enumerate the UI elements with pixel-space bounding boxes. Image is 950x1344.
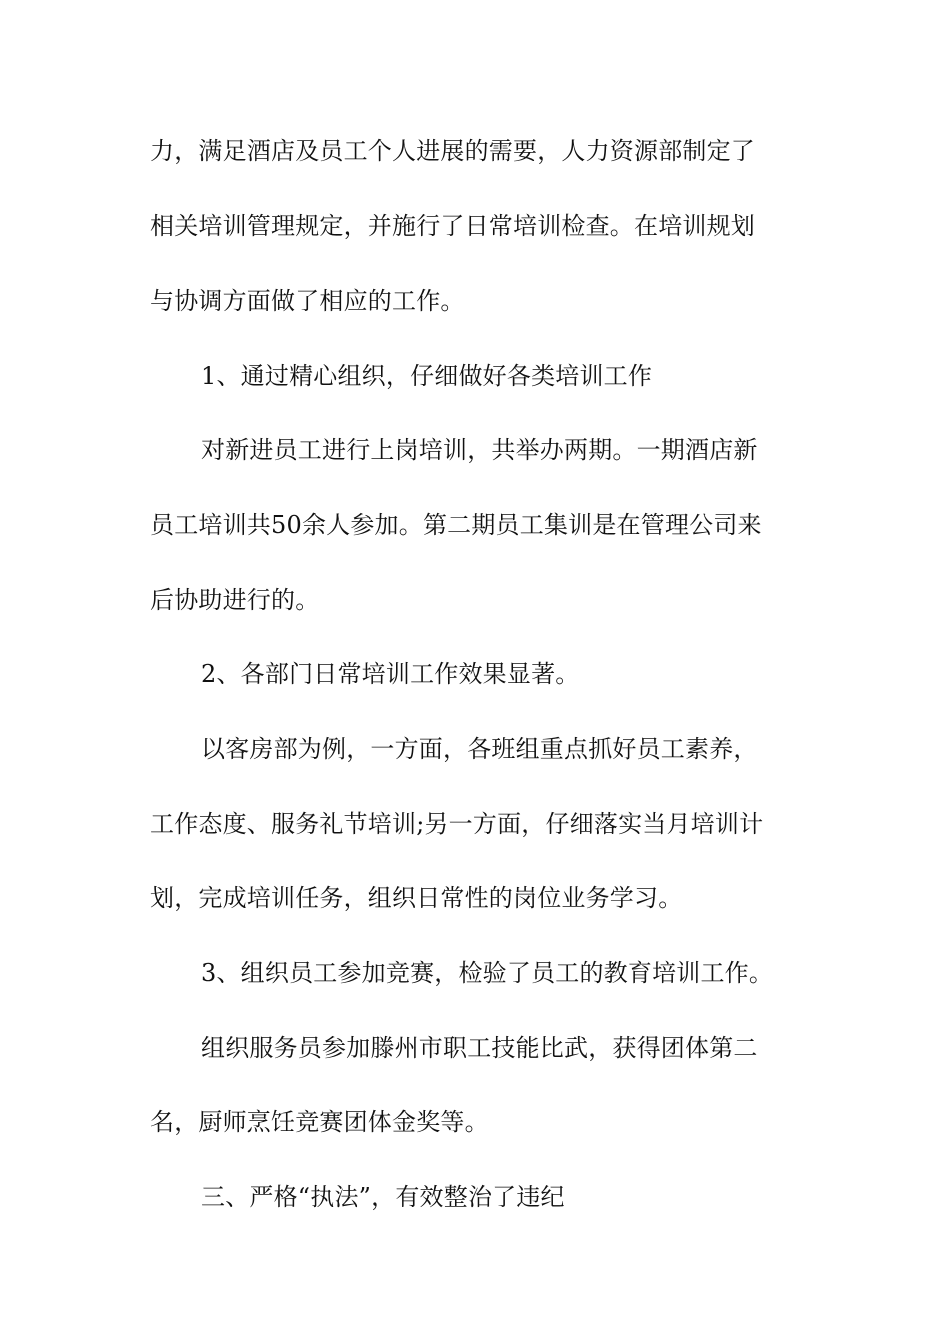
paragraph-line: 员工培训共50余人参加。第二期员工集训是在管理公司来 (150, 511, 762, 539)
paragraph-line: 相关培训管理规定，并施行了日常培训检查。在培训规划 (150, 212, 755, 240)
paragraph-line: 组织服务员参加滕州市职工技能比武，获得团体第二 (201, 1034, 758, 1062)
section-heading: 1、通过精心组织，仔细做好各类培训工作 (201, 362, 653, 390)
section-heading: 三、严格“执法”，有效整治了违纪 (201, 1183, 565, 1211)
section-heading: 2、各部门日常培训工作效果显著。 (201, 660, 580, 688)
paragraph-line: 对新进员工进行上岗培训，共举办两期。一期酒店新 (201, 436, 758, 464)
section-heading: 3、组织员工参加竞赛，检验了员工的教育培训工作。 (201, 959, 774, 987)
paragraph-line: 划，完成培训任务，组织日常性的岗位业务学习。 (150, 884, 683, 912)
paragraph-line: 工作态度、服务礼节培训;另一方面，仔细落实当月培训计 (150, 810, 764, 838)
paragraph-line: 力，满足酒店及员工个人进展的需要，人力资源部制定了 (150, 137, 755, 165)
paragraph-line: 名，厨师烹饪竞赛团体金奖等。 (150, 1108, 489, 1136)
paragraph-line: 以客房部为例，一方面，各班组重点抓好员工素养， (201, 735, 758, 763)
paragraph-line: 后协助进行的。 (150, 586, 320, 614)
paragraph-line: 与协调方面做了相应的工作。 (150, 287, 465, 315)
